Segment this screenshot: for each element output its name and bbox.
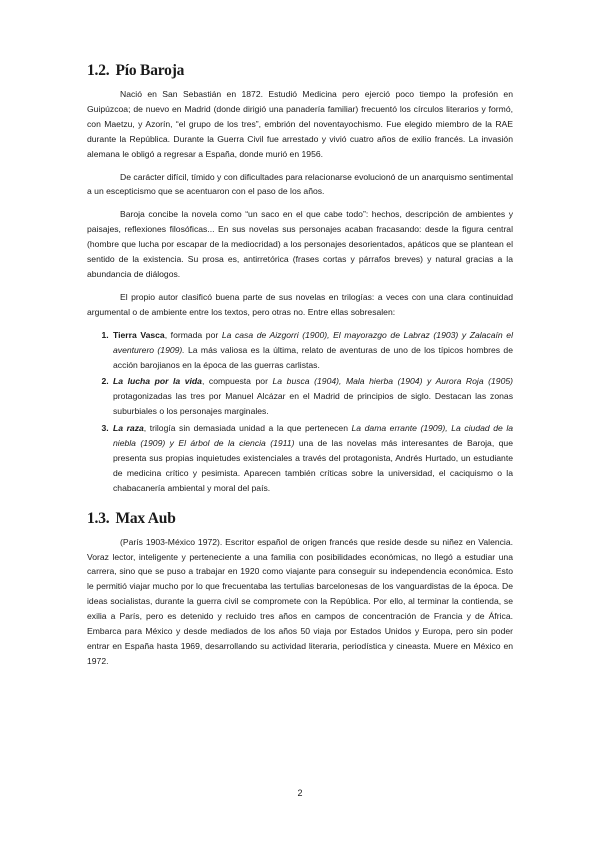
trilogy-title: La lucha por la vida	[113, 376, 202, 387]
paragraph-novel-concept: Baroja concibe la novela como “un saco en el que cabe todo”: hechos, descripción de ambientes y paisajes, reflexiones filosóficas... En sus novelas sus personajes acaban fracasando: desde la figura central (hombre que lucha por escapar de la mediocridad) a los personajes desorientados, apáticos que se plantean el sentido de la existencia. Su prosa es, antirretórica (frases cortas y párrafos breves) y natural gracias a la abundancia de diálogos.	[87, 209, 513, 279]
page-number: 2	[297, 788, 303, 798]
section-heading	[87, 62, 513, 80]
list-item-lucha-por-la-vida: 2. La lucha por la vida, compuesta por La busca (1904), Mala hierba (1904) y Aurora Roja (1905) protagonizadas las tres por Manuel Alcázar en el Madrid de principios de siglo. Destacan las zonas suburbiales o los personajes marginales.	[111, 374, 513, 419]
section-number: 1.2.	[87, 62, 110, 79]
list-item-la-raza: 3. La raza, trilogía sin demasiada unidad a la que pertenecen La dama errante (1909), La ciudad de la niebla (1909) y El árbol de la ciencia (1911) una de las novelas más interesantes de Baroja, que presenta sus propias inquietudes existenciales a través del protagonista, Andrés Hurtado, un estudiante de medicina crítico y pesimista. Aparecen también críticas sobre la universidad, el caciquismo o la chabacanería ambiental y moral del país.	[111, 421, 513, 496]
trilogy-title: La raza	[113, 423, 144, 434]
paragraph-biography: Nació en San Sebastián en 1872. Estudió Medicina pero ejerció poco tiempo la profesión en Guipúzcoa; de nuevo en Madrid (donde dirigió una panadería familiar) frecuentó los círculos literarios y formó, con Maetzu, y Azorín, “el grupo de los tres”, embrión del noventayochismo. Fue elegido miembro de la RAE durante la República. Durante la Guerra Civil fue arrestado y vivió cuatro años de exilio francés. La invasión alemana le obligó a regresar a España, donde murió en 1956.	[87, 89, 513, 159]
paragraph-max-aub-biography: (París 1903-México 1972). Escritor español de origen francés que reside desde su niñez en Valencia. Voraz lector, inteligente y perteneciente a una familia con posibilidades económicas, no llegó a estudiar una carrera, sino que se puso a trabajar en 1920 como viajante para conseguir su independencia económica. Esto le permitió viajar mucho por lo que frecuentaba las tertulias barcelonesas de los vanguardistas de la época. De ideas socialistas, durante la guerra civil se compromete con la República. Por ello, al terminar la contienda, se exilia a París, pero es detenido y recluido tres años en campos de concentración de Francia y de África. Embarca para México y desde mediados de los años 50 viaja por Estados Unidos y Europa, pero sin poder entrar en España hasta 1969, desarrollando su actividad literaria, periodística y cineasta. Muere en México en 1972.	[87, 536, 513, 666]
trilogy-works: La casa de Aizgorri (1900), El mayorazgo de Labraz (1903) y Zalacaín el aventurero (1909).	[113, 329, 513, 355]
section-number: 1.3.	[87, 509, 110, 527]
section-title: Max Aub	[115, 509, 176, 527]
trilogy-list	[87, 328, 513, 496]
section-max-aub	[87, 510, 513, 669]
trilogy-works: La busca (1904), Mala hierba (1904) y Aurora Roja (1905)	[272, 376, 514, 387]
trilogy-title: Tierra Vasca	[113, 329, 165, 340]
page-content	[87, 62, 513, 677]
paragraph-character: De carácter difícil, tímido y con dificultades para relacionarse evolucionó de un anarquismo sentimental a un escepticismo que se acentuaron con el paso de los años.	[87, 171, 513, 197]
paragraph-trilogies-intro: El propio autor clasificó buena parte de sus novelas en trilogías: a veces con una clara continuidad argumental o de ambiente entre los textos, pero otras no. Entre ellas sobresalen:	[87, 291, 513, 317]
section-pio-baroja	[87, 62, 513, 496]
list-item-tierra-vasca: 1. Tierra Vasca, formada por La casa de Aizgorri (1900), El mayorazgo de Labraz (1903) y Zalacaín el aventurero (1909). La más valiosa es la última, relato de aventuras de uno de los típicos hombres de acción barojianos en la época de las guerras carlistas.	[111, 328, 513, 373]
trilogy-works: La dama errante (1909), La ciudad de la niebla (1909) y El árbol de la ciencia (1911)	[113, 423, 514, 449]
section-title: Pío Baroja	[115, 62, 185, 79]
section-heading	[87, 510, 513, 528]
